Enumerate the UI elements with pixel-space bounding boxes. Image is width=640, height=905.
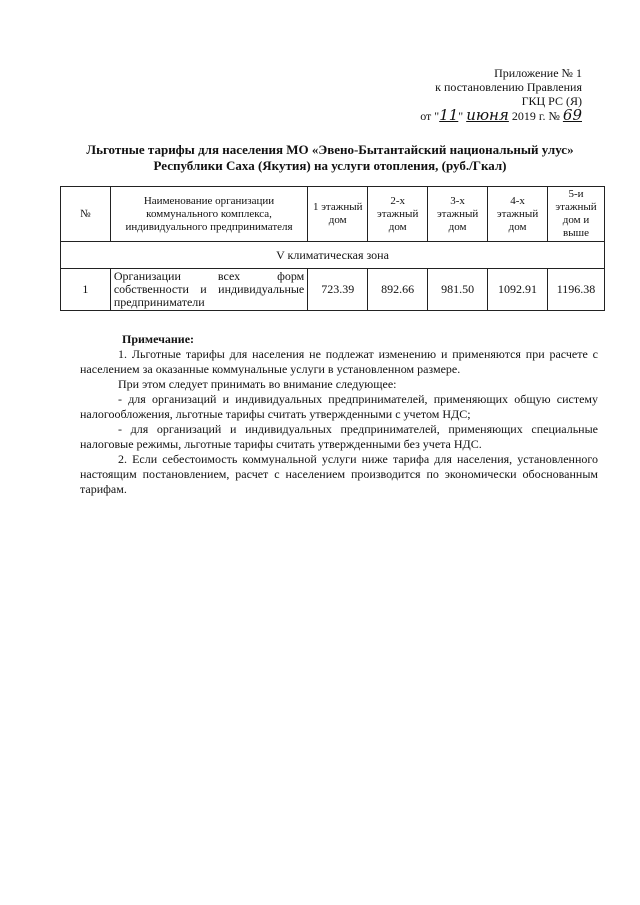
note-paragraph: 1. Льготные тарифы для населения не подлежат изменению и применяются при расчете с населением за оказанные коммунальные услуги в установленном размере.: [80, 347, 598, 376]
note-paragraph: 2. Если себестоимость коммунальной услуги ниже тарифа для населения, установленного настоящим постановлением, расчет с населением производится по экономически обоснованным тарифам.: [80, 452, 598, 496]
tariff-1-floor: 723.39: [308, 269, 368, 311]
handwritten-number: 69: [562, 106, 582, 124]
tariff-2-floor: 892.66: [368, 269, 428, 311]
appendix-header: [420, 66, 582, 123]
row-number: 1: [61, 269, 111, 311]
row-organization: Организации всех форм собственности и индивидуальные предприниматели: [110, 269, 307, 311]
header-2-floor: 2-х этажный дом: [368, 187, 428, 242]
appendix-date-line: [420, 108, 582, 123]
note-paragraph: - для организаций и индивидуальных предпринимателей, применяющих общую систему налогообложения, льготные тарифы считать утвержденными с учетом НДС;: [80, 392, 598, 421]
tariff-3-floor: 981.50: [428, 269, 488, 311]
handwritten-day: 11: [439, 106, 459, 124]
date-prefix: от ": [420, 109, 440, 123]
climate-zone: V климатическая зона: [61, 242, 605, 269]
tariff-table: [60, 186, 605, 311]
header-1-floor: 1 этажный дом: [308, 187, 368, 242]
header-number: №: [61, 187, 111, 242]
title-line-1: Льготные тарифы для населения МО «Эвено-Бытантайский национальный улус»: [86, 142, 574, 157]
date-mid: ": [458, 109, 464, 123]
note-paragraph: При этом следует принимать во внимание следующее:: [118, 377, 397, 391]
handwritten-month: июня: [466, 106, 509, 124]
table-header-row: [61, 187, 605, 242]
title-line-2: Республики Саха (Якутия) на услуги отопления, (руб./Гкал): [153, 158, 507, 173]
appendix-title: Приложение № 1: [494, 66, 582, 80]
zone-row: [61, 242, 605, 269]
header-5-floor: 5-и этажный дом и выше: [548, 187, 605, 242]
document-title: [60, 142, 600, 174]
note-paragraph: - для организаций и индивидуальных предпринимателей, применяющих специальные налоговые режимы, льготные тарифы считать утвержденными без учета НДС.: [80, 422, 598, 451]
header-organization: Наименование организации коммунального комплекса, индивидуального предпринимателя: [110, 187, 307, 242]
header-4-floor: 4-х этажный дом: [488, 187, 548, 242]
notes-section: [80, 332, 598, 497]
tariff-5-floor: 1196.38: [548, 269, 605, 311]
tariff-4-floor: 1092.91: [488, 269, 548, 311]
appendix-org: ГКЦ РС (Я): [521, 94, 582, 108]
appendix-resolution: к постановлению Правления: [435, 80, 582, 94]
header-3-floor: 3-х этажный дом: [428, 187, 488, 242]
notes-heading: Примечание:: [122, 332, 195, 346]
date-year: 2019 г. №: [511, 109, 560, 123]
table-row: [61, 269, 605, 311]
